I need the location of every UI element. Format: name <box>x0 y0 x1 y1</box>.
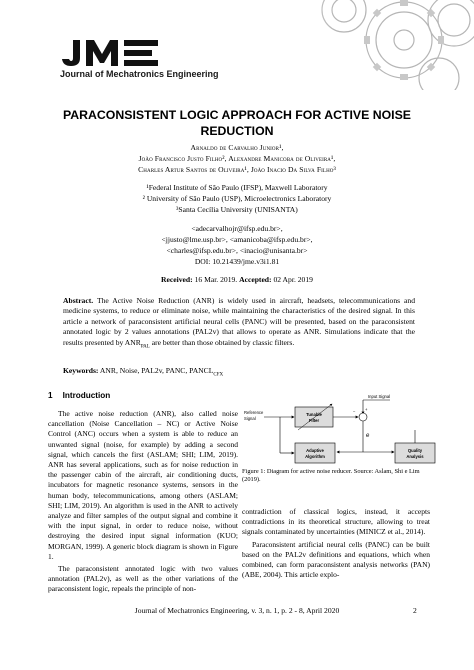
section-number: 1 <box>48 391 53 400</box>
dates-line <box>30 275 444 284</box>
accepted-value: 02 Apr. 2019 <box>273 275 313 284</box>
paper-title <box>40 107 434 139</box>
section-title: Introduction <box>62 391 111 400</box>
abstract <box>63 296 415 353</box>
minus-sign: − <box>353 409 356 414</box>
right-column <box>242 507 430 582</box>
author-line-2: João Francisco Justo Filho², Alexandre Manicoba de Oliveira¹, <box>138 154 336 163</box>
affiliation-2: ² University of São Paulo (USP), Microelectronics Laboratory <box>142 194 332 203</box>
error-symbol: e <box>366 433 370 439</box>
abstract-text-end: are better than those obtained by classic filters. <box>149 337 295 347</box>
input-signal-label: Input Signal <box>368 394 391 399</box>
paragraph: The active noise reduction (ANR), also called noise cancellation (Noise Cancellation – NC) or Active Noise Control (ANC) occurs when a system is able to reduce an unwanted signal (noise, for example) by adding a second signal, which cancels the first (ASLAM; SHI; LIM, 2019). ANR has several applications, such as for noise reduction in the passenger cabin of the aircraft, air conditioning ducts, incubators for magnetic resonance systems, sensors in the human body, telecommunications, among others (ASLAM; SHI; LIM, 2019). An algorithm is used in the ANR to actively analyze and filter samples of the output signal and combine it with the input signal, in order to reduce noise, without destroying the desired input signal information (KUO; MORGAN, 1999). A generic block diagram is shown in Figure 1. <box>48 409 238 561</box>
signal-label: Signal <box>244 416 256 421</box>
gears-decoration-icon <box>224 0 474 90</box>
doi-link[interactable]: DOI: 10.21439/jme.v3i1.81 <box>194 257 280 266</box>
tunable-filter-label-1: Tunable <box>306 412 322 417</box>
paragraph: The paraconsistent annotated logic with two values annotation (PAL2v), as well as the other variations of the paraconsistent logic, repeals the principle of non- <box>48 564 238 594</box>
email-line-1[interactable]: <adecarvalhojr@ifsp.edu.br>, <box>191 224 283 233</box>
keywords <box>63 366 415 378</box>
adaptive-algorithm-label-1: Adaptive <box>306 448 324 453</box>
accepted-label: Accepted: <box>239 275 272 284</box>
reference-label: Reference <box>244 410 264 415</box>
email-line-3[interactable]: <charles@ifsp.edu.br>, <inacio@unisanta.br> <box>166 246 308 255</box>
journal-banner <box>0 0 474 90</box>
figure-caption: Figure 1: Diagram for active noise reducer. Source: Aslam, Shi e Lim (2019). <box>242 468 420 484</box>
received-value: 16 Mar. 2019. <box>194 275 238 284</box>
jme-logo-icon <box>60 38 170 68</box>
adaptive-algorithm-block <box>295 443 335 463</box>
received-label: Received: <box>161 275 193 284</box>
author-line-1: Arnaldo de Carvalho Junior¹, <box>190 143 284 152</box>
figure-block-diagram <box>240 392 440 478</box>
paragraph: Paraconsistent artificial neural cells (PANC) can be built based on the PAL2v definitions and equations, which when combined, can form paraconsistent analysis networks (PAN) (ABE, 2004). This article explo- <box>242 539 430 580</box>
affiliation-1: ¹Federal Institute of São Paulo (IFSP), Maxwell Laboratory <box>146 183 328 192</box>
affiliation-3: ³Santa Cecília University (UNISANTA) <box>176 205 298 214</box>
footer-citation: Journal of Mechatronics Engineering, v. 3, n. 1, p. 2 - 8, April 2020 <box>134 606 340 615</box>
paragraph: contradiction of classical logics, instead, it accepts contradictions in its theoretical structure, allowing to treat signals contaminated by uncertainties (MINICZ et al., 2014). <box>242 507 430 537</box>
quality-analysis-block <box>395 443 435 463</box>
summing-junction-icon <box>359 413 367 421</box>
author-line-3: Charles Artur Santos de Oliveira¹, João Inacio Da Silva Filho³ <box>138 165 336 174</box>
keywords-text: ANR, Noise, PAL2v, PANC, PANCL <box>99 366 214 375</box>
email-line-2[interactable]: <jjusto@lme.usp.br>, <amanicoba@ifsp.edu.br>, <box>161 235 313 244</box>
quality-analysis-label-1: Quality <box>407 448 423 453</box>
plus-sign: + <box>365 407 368 412</box>
tunable-filter-block <box>295 407 333 427</box>
adaptive-algorithm-label-2: Algorithm <box>305 454 325 459</box>
left-column <box>48 409 238 597</box>
page-number: 2 <box>413 606 417 615</box>
tunable-filter-label-2: Filter <box>308 418 320 423</box>
journal-name: Journal of Mechatronics Engineering <box>60 69 219 79</box>
keywords-label: Keywords: <box>63 366 99 375</box>
abstract-label: Abstract. <box>63 296 94 305</box>
section-heading <box>48 391 110 400</box>
abstract-subscript: PAL <box>140 344 150 350</box>
keywords-subscript: CFX <box>213 372 224 378</box>
title-line-1: PARACONSISTENT LOGIC APPROACH FOR ACTIVE NOISE <box>63 108 411 122</box>
abstract-text: The Active Noise Reduction (ANR) is widely used in aircraft, headsets, telecommunications and medicine systems, to reduce or eliminate noise, while maintaining the characteristics of the desired signal. In this article a network of paraconsistent artificial neural cells (PANC) will be presented, based on the paraconsistent annotated logic by 2 values annotations (PAL2v) that allows to operate as ANR. Simulations indicate that the results presented by ANR <box>63 296 416 347</box>
quality-analysis-label-2: Analysis <box>406 454 424 459</box>
title-line-2: REDUCTION <box>200 124 274 138</box>
